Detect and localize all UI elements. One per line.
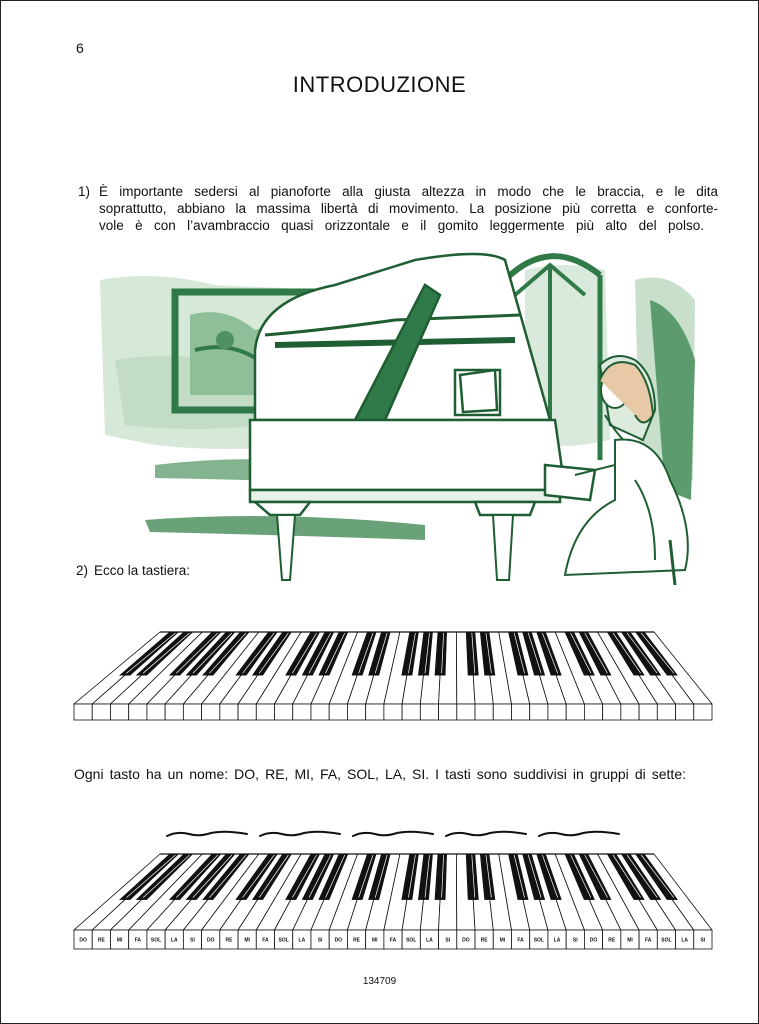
white-key-front xyxy=(347,704,365,720)
white-key-front xyxy=(220,704,238,720)
note-label: SOL xyxy=(533,937,544,944)
paragraph-1-line-2: soprattutto, abbiano la massima libertà di movimento. La posizione più corretta e conforte- xyxy=(99,201,718,216)
white-key-front xyxy=(366,704,384,720)
white-key-front xyxy=(566,704,584,720)
note-label: LA xyxy=(553,937,561,944)
white-key-front xyxy=(657,704,675,720)
note-label: SI xyxy=(190,937,195,944)
note-label: LA xyxy=(426,937,433,944)
note-label: FA xyxy=(262,937,269,944)
white-key-front xyxy=(402,704,420,720)
note-label: SOL xyxy=(661,937,672,944)
white-key-front xyxy=(439,704,457,720)
white-key-front xyxy=(420,704,438,720)
piano-illustration xyxy=(95,240,705,595)
keyboard-labeled xyxy=(72,828,714,952)
white-key-front xyxy=(147,704,165,720)
paragraph-1-line-3: vole è con l’avambraccio quasi orizzontale e il gomito leggermente più alto del polso. xyxy=(99,218,704,233)
note-label: LA xyxy=(681,937,688,944)
note-label: MI xyxy=(244,937,250,944)
note-label: MI xyxy=(499,937,506,944)
note-label: SI xyxy=(572,937,578,944)
note-label: FA xyxy=(134,937,141,944)
white-key-front xyxy=(129,704,147,720)
note-label: FA xyxy=(517,937,524,944)
note-label: RE xyxy=(480,937,488,944)
white-key-front xyxy=(475,704,493,720)
white-key-front xyxy=(584,704,602,720)
white-key-front xyxy=(165,704,183,720)
white-key-front xyxy=(457,704,475,720)
note-group-bracket xyxy=(260,832,340,836)
paragraph-2 xyxy=(76,563,190,578)
white-key-front xyxy=(329,704,347,720)
white-key-front xyxy=(311,704,329,720)
note-group-bracket xyxy=(539,832,619,836)
paragraph-2-text: Ecco la tastiera: xyxy=(94,563,191,578)
white-key-front xyxy=(183,704,201,720)
note-group-bracket xyxy=(167,832,247,836)
note-label: FA xyxy=(645,937,652,944)
note-label: MI xyxy=(627,937,633,944)
white-key-front xyxy=(493,704,511,720)
paragraph-2-number: 2) xyxy=(76,563,89,578)
white-key-front xyxy=(621,704,639,720)
white-key-front xyxy=(548,704,566,720)
white-key-front xyxy=(275,704,293,720)
note-label: SI xyxy=(317,937,323,944)
paragraph-1-number: 1) xyxy=(78,184,91,199)
paragraph-1-line-1: È importante sedersi al pianoforte alla giusta altezza in modo che le braccia, e le dita xyxy=(99,184,718,199)
note-label: SI xyxy=(700,937,706,944)
note-label: LA xyxy=(170,937,178,944)
footer-code: 134709 xyxy=(362,976,397,987)
white-key-front xyxy=(92,704,110,720)
note-label: SOL xyxy=(150,937,162,944)
white-key-front xyxy=(694,704,712,720)
note-label: DO xyxy=(334,937,343,944)
white-key-front xyxy=(639,704,657,720)
paragraph-3: Ogni tasto ha un nome: DO, RE, MI, FA, SOL, LA, SI. I tasti sono suddivisi in gruppi di sette: xyxy=(74,766,686,782)
white-key-front xyxy=(293,704,311,720)
white-key-front xyxy=(202,704,220,720)
paragraph-1-text xyxy=(99,183,718,234)
note-label: RE xyxy=(608,937,616,944)
note-label: SI xyxy=(445,937,451,944)
keyboard-plain xyxy=(72,626,714,722)
note-label: DO xyxy=(206,937,215,944)
white-key-front xyxy=(530,704,548,720)
note-label: RE xyxy=(97,937,105,944)
note-label: DO xyxy=(462,937,470,944)
page-title: INTRODUZIONE xyxy=(292,72,467,97)
note-label: MI xyxy=(371,937,378,944)
note-label: MI xyxy=(116,937,123,944)
white-key-front xyxy=(603,704,621,720)
note-label: SOL xyxy=(278,937,289,944)
white-key-front xyxy=(110,704,128,720)
note-label: LA xyxy=(298,937,306,944)
white-key-front xyxy=(676,704,694,720)
note-label: RE xyxy=(353,937,361,944)
white-key-front xyxy=(74,704,92,720)
white-key-front xyxy=(511,704,529,720)
note-label: DO xyxy=(589,937,598,944)
note-label: SOL xyxy=(406,937,417,944)
white-key-front xyxy=(256,704,274,720)
note-group-bracket xyxy=(446,832,526,836)
note-group-bracket xyxy=(353,832,433,836)
page-number: 6 xyxy=(76,40,84,56)
white-key-front xyxy=(384,704,402,720)
white-key-front xyxy=(238,704,256,720)
note-label: FA xyxy=(389,937,397,944)
paragraph-1 xyxy=(78,183,718,234)
note-label: DO xyxy=(79,937,87,944)
note-label: RE xyxy=(225,937,233,944)
